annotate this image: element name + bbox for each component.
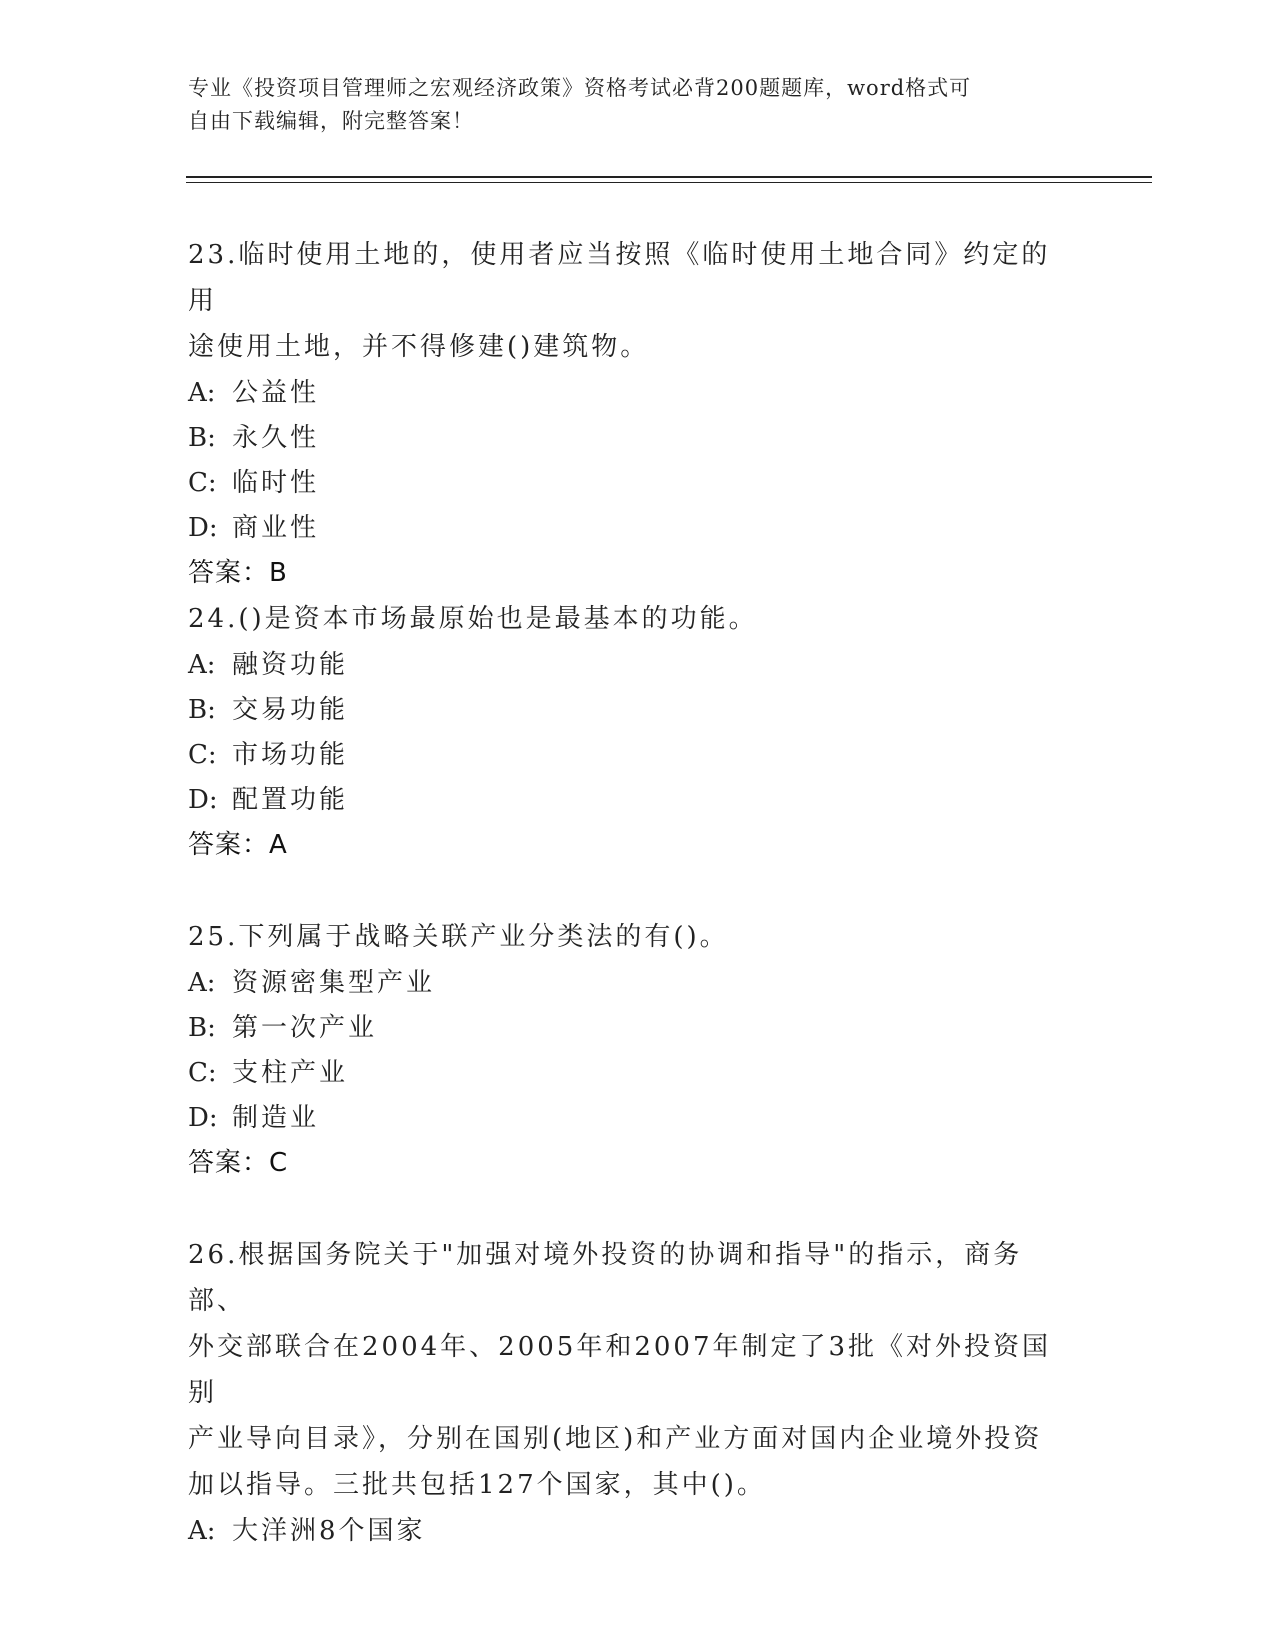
option-c — [188, 732, 1068, 777]
option-a — [188, 1508, 1068, 1553]
option-key: C: — [188, 740, 217, 770]
option-a — [188, 370, 1068, 415]
option-b — [188, 687, 1068, 732]
header-divider-thick — [186, 176, 1152, 178]
question-26 — [188, 1232, 1068, 1553]
document-header — [188, 72, 1068, 138]
option-text: 商业性 — [232, 513, 320, 543]
option-text: 永久性 — [232, 423, 320, 453]
option-key: A: — [188, 378, 216, 408]
question-25 — [188, 914, 1068, 1186]
option-c — [188, 1050, 1068, 1095]
question-stem-line: 外交部联合在2004年、2005年和2007年制定了3批《对外投资国别 — [188, 1332, 1052, 1408]
question-24 — [188, 596, 1068, 868]
option-key: B: — [188, 1013, 216, 1043]
option-b — [188, 1005, 1068, 1050]
question-stem-line: 产业导向目录》，分别在国别(地区)和产业方面对国内企业境外投资 — [188, 1424, 1043, 1454]
option-key: C: — [188, 1058, 217, 1088]
option-key: A: — [188, 1516, 216, 1546]
option-key: B: — [188, 695, 216, 725]
question-stem-line: 途使用土地，并不得修建()建筑物。 — [188, 332, 650, 362]
answer-line: 答案：B — [188, 558, 288, 588]
option-text: 配置功能 — [232, 785, 349, 815]
option-text: 市场功能 — [232, 740, 349, 770]
option-text: 融资功能 — [232, 650, 349, 680]
option-b — [188, 415, 1068, 460]
option-text: 支柱产业 — [232, 1058, 349, 1088]
option-d — [188, 505, 1068, 550]
option-d — [188, 1095, 1068, 1140]
option-a — [188, 960, 1068, 1005]
option-text: 公益性 — [232, 378, 320, 408]
option-text: 第一次产业 — [232, 1013, 378, 1043]
answer-line: 答案：C — [188, 1148, 289, 1178]
option-d — [188, 777, 1068, 822]
option-text: 制造业 — [232, 1103, 320, 1133]
header-divider-thin — [186, 182, 1152, 183]
option-key: B: — [188, 423, 216, 453]
option-key: A: — [188, 650, 216, 680]
option-key: D: — [188, 785, 218, 815]
question-stem-line: 23.临时使用土地的，使用者应当按照《临时使用土地合同》约定的用 — [188, 240, 1051, 316]
question-stem-line: 24.()是资本市场最原始也是最基本的功能。 — [188, 604, 758, 634]
option-text: 资源密集型产业 — [232, 968, 436, 998]
header-line-2: 自由下载编辑，附完整答案！ — [188, 109, 474, 133]
option-text: 临时性 — [232, 468, 320, 498]
option-key: D: — [188, 513, 218, 543]
option-key: C: — [188, 468, 217, 498]
answer-line: 答案：A — [188, 830, 288, 860]
option-text: 交易功能 — [232, 695, 349, 725]
question-stem-line: 加以指导。三批共包括127个国家，其中()。 — [188, 1470, 766, 1500]
option-a — [188, 642, 1068, 687]
option-c — [188, 460, 1068, 505]
question-stem-line: 25.下列属于战略关联产业分类法的有()。 — [188, 922, 729, 952]
question-23 — [188, 232, 1068, 596]
option-text: 大洋洲8个国家 — [232, 1516, 426, 1546]
option-key: A: — [188, 968, 216, 998]
option-key: D: — [188, 1103, 218, 1133]
question-stem-line: 26.根据国务院关于"加强对境外投资的协调和指导"的指示，商务部、 — [188, 1240, 1023, 1316]
header-line-1: 专业《投资项目管理师之宏观经济政策》资格考试必背200题题库，word格式可 — [188, 76, 972, 100]
